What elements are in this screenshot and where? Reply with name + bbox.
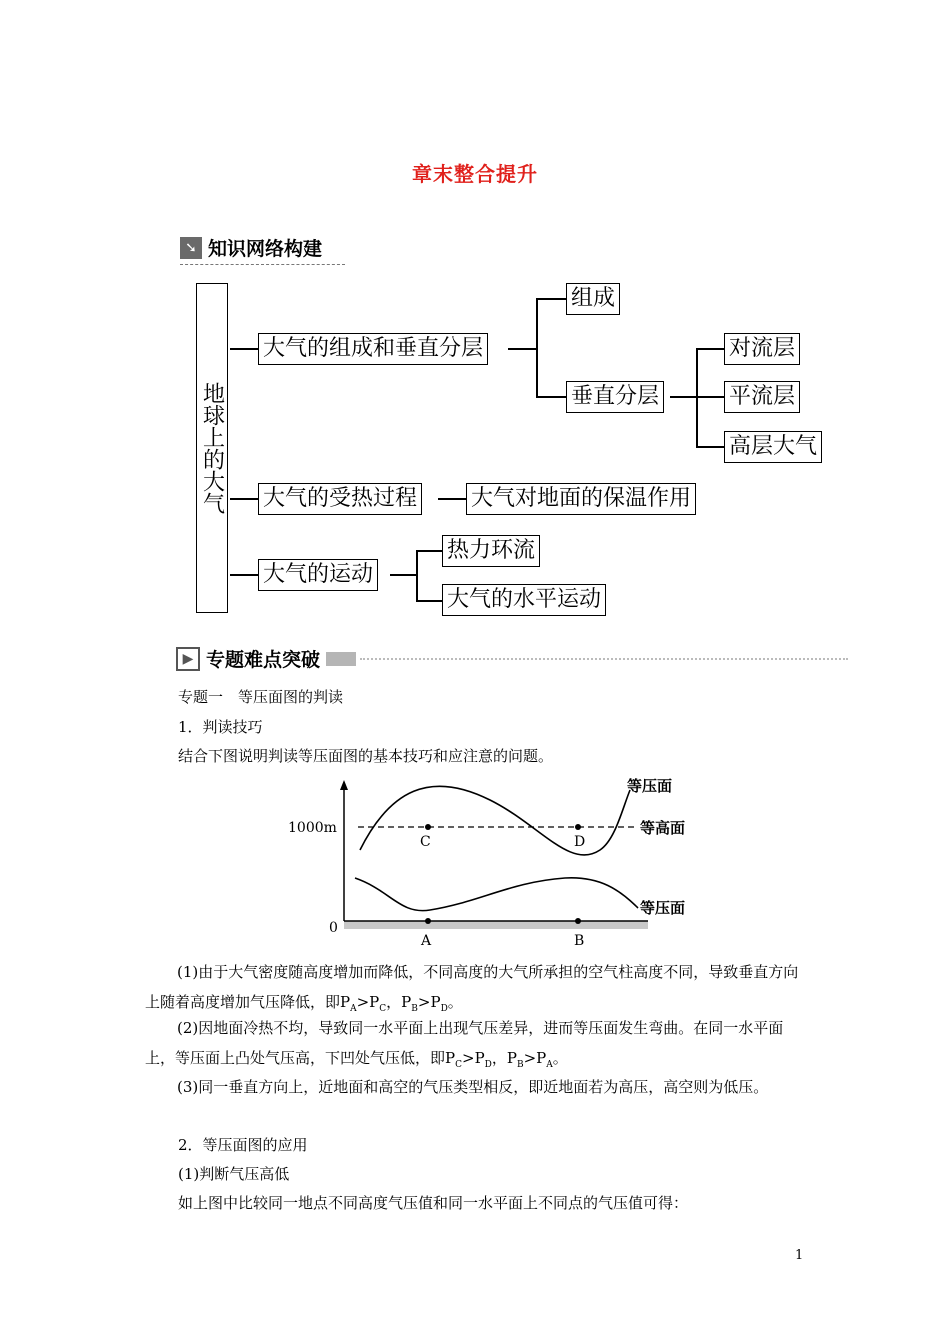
knowledge-mindmap <box>190 275 850 620</box>
section-header-label: 专题难点突破 <box>206 649 321 671</box>
upper-isobar <box>360 786 630 855</box>
item-2-1-heading: (1)判断气压高低 <box>178 1165 290 1183</box>
point-a-label: A <box>421 933 432 949</box>
mindmap-node-vertical-layers: 垂直分层 <box>566 381 664 413</box>
section-header-label: 知识网络构建 <box>208 238 323 260</box>
decorative-bar <box>326 652 356 666</box>
lower-isobar <box>355 878 638 911</box>
paragraph-2: (2)因地面冷热不均，导致同一水平面上出现气压差异，进而等压面发生弯曲。在同一水平面上，等压面上凸处气压高，下凹处气压低，即$P_C>P_D$，$P_B>P_A$。 <box>145 1019 784 1070</box>
paragraph-1: (1)由于大气密度随高度增加而降低，不同高度的大气所承担的空气柱高度不同，导致垂直方向上随着高度增加气压降低，即$P_A>P_C$，$P_B>P_D$。 <box>145 963 799 1014</box>
paragraph-3: (3)同一垂直方向上，近地面和高空的气压类型相反，即近地面若为高压，高空则为低压。 <box>177 1078 769 1096</box>
point-b-label: B <box>574 933 585 949</box>
point-d-label: D <box>574 834 586 850</box>
page-title: 章末整合提升 <box>412 162 538 186</box>
play-arrow-icon: ▶ <box>176 647 200 671</box>
mindmap-node-motion: 大气的运动 <box>258 559 378 591</box>
point-a-dot <box>425 918 431 924</box>
axis-arrow-icon <box>340 780 348 790</box>
arrow-icon: ➘ <box>180 237 202 259</box>
mindmap-node-heating-process: 大气的受热过程 <box>258 483 422 515</box>
height-1000m-label: 1000m <box>288 820 337 836</box>
item-2-heading: 2．等压面图的应用 <box>178 1136 308 1154</box>
mindmap-node-insulation: 大气对地面的保温作用 <box>466 483 696 515</box>
mindmap-node-upper-atmosphere: 高层大气 <box>724 431 822 463</box>
mindmap-node-horizontal-motion: 大气的水平运动 <box>442 584 606 616</box>
point-c-dot <box>425 824 431 830</box>
ground-hatch <box>344 921 648 929</box>
section-header-difficulty <box>176 645 848 672</box>
upper-isobar-label: 等压面 <box>627 777 673 795</box>
mindmap-node-stratosphere: 平流层 <box>724 381 800 413</box>
point-d-dot <box>575 824 581 830</box>
mindmap-node-composition-layers: 大气的组成和垂直分层 <box>258 333 488 365</box>
lower-isobar-label: 等压面 <box>640 899 686 917</box>
topic-heading: 专题一 等压面图的判读 <box>178 688 344 706</box>
isohypse-label: 等高面 <box>640 819 686 837</box>
page-number: 1 <box>795 1248 804 1263</box>
mindmap-node-thermal-circulation: 热力环流 <box>442 535 540 567</box>
intro-text: 结合下图说明判读等压面图的基本技巧和应注意的问题。 <box>178 747 554 765</box>
zero-label: 0 <box>329 920 338 936</box>
section-header-knowledge <box>180 234 345 265</box>
mindmap-node-composition: 组成 <box>566 283 620 315</box>
mindmap-root: 地球上的大气 <box>196 283 228 613</box>
item-heading: 1．判读技巧 <box>178 718 263 736</box>
last-line: 如上图中比较同一地点不同高度气压值和同一水平面上不同点的气压值可得： <box>178 1194 689 1212</box>
mindmap-node-troposphere: 对流层 <box>724 333 800 365</box>
point-c-label: C <box>420 834 431 850</box>
point-b-dot <box>575 918 581 924</box>
isobar-diagram <box>280 770 720 955</box>
dotted-rule <box>360 658 848 660</box>
